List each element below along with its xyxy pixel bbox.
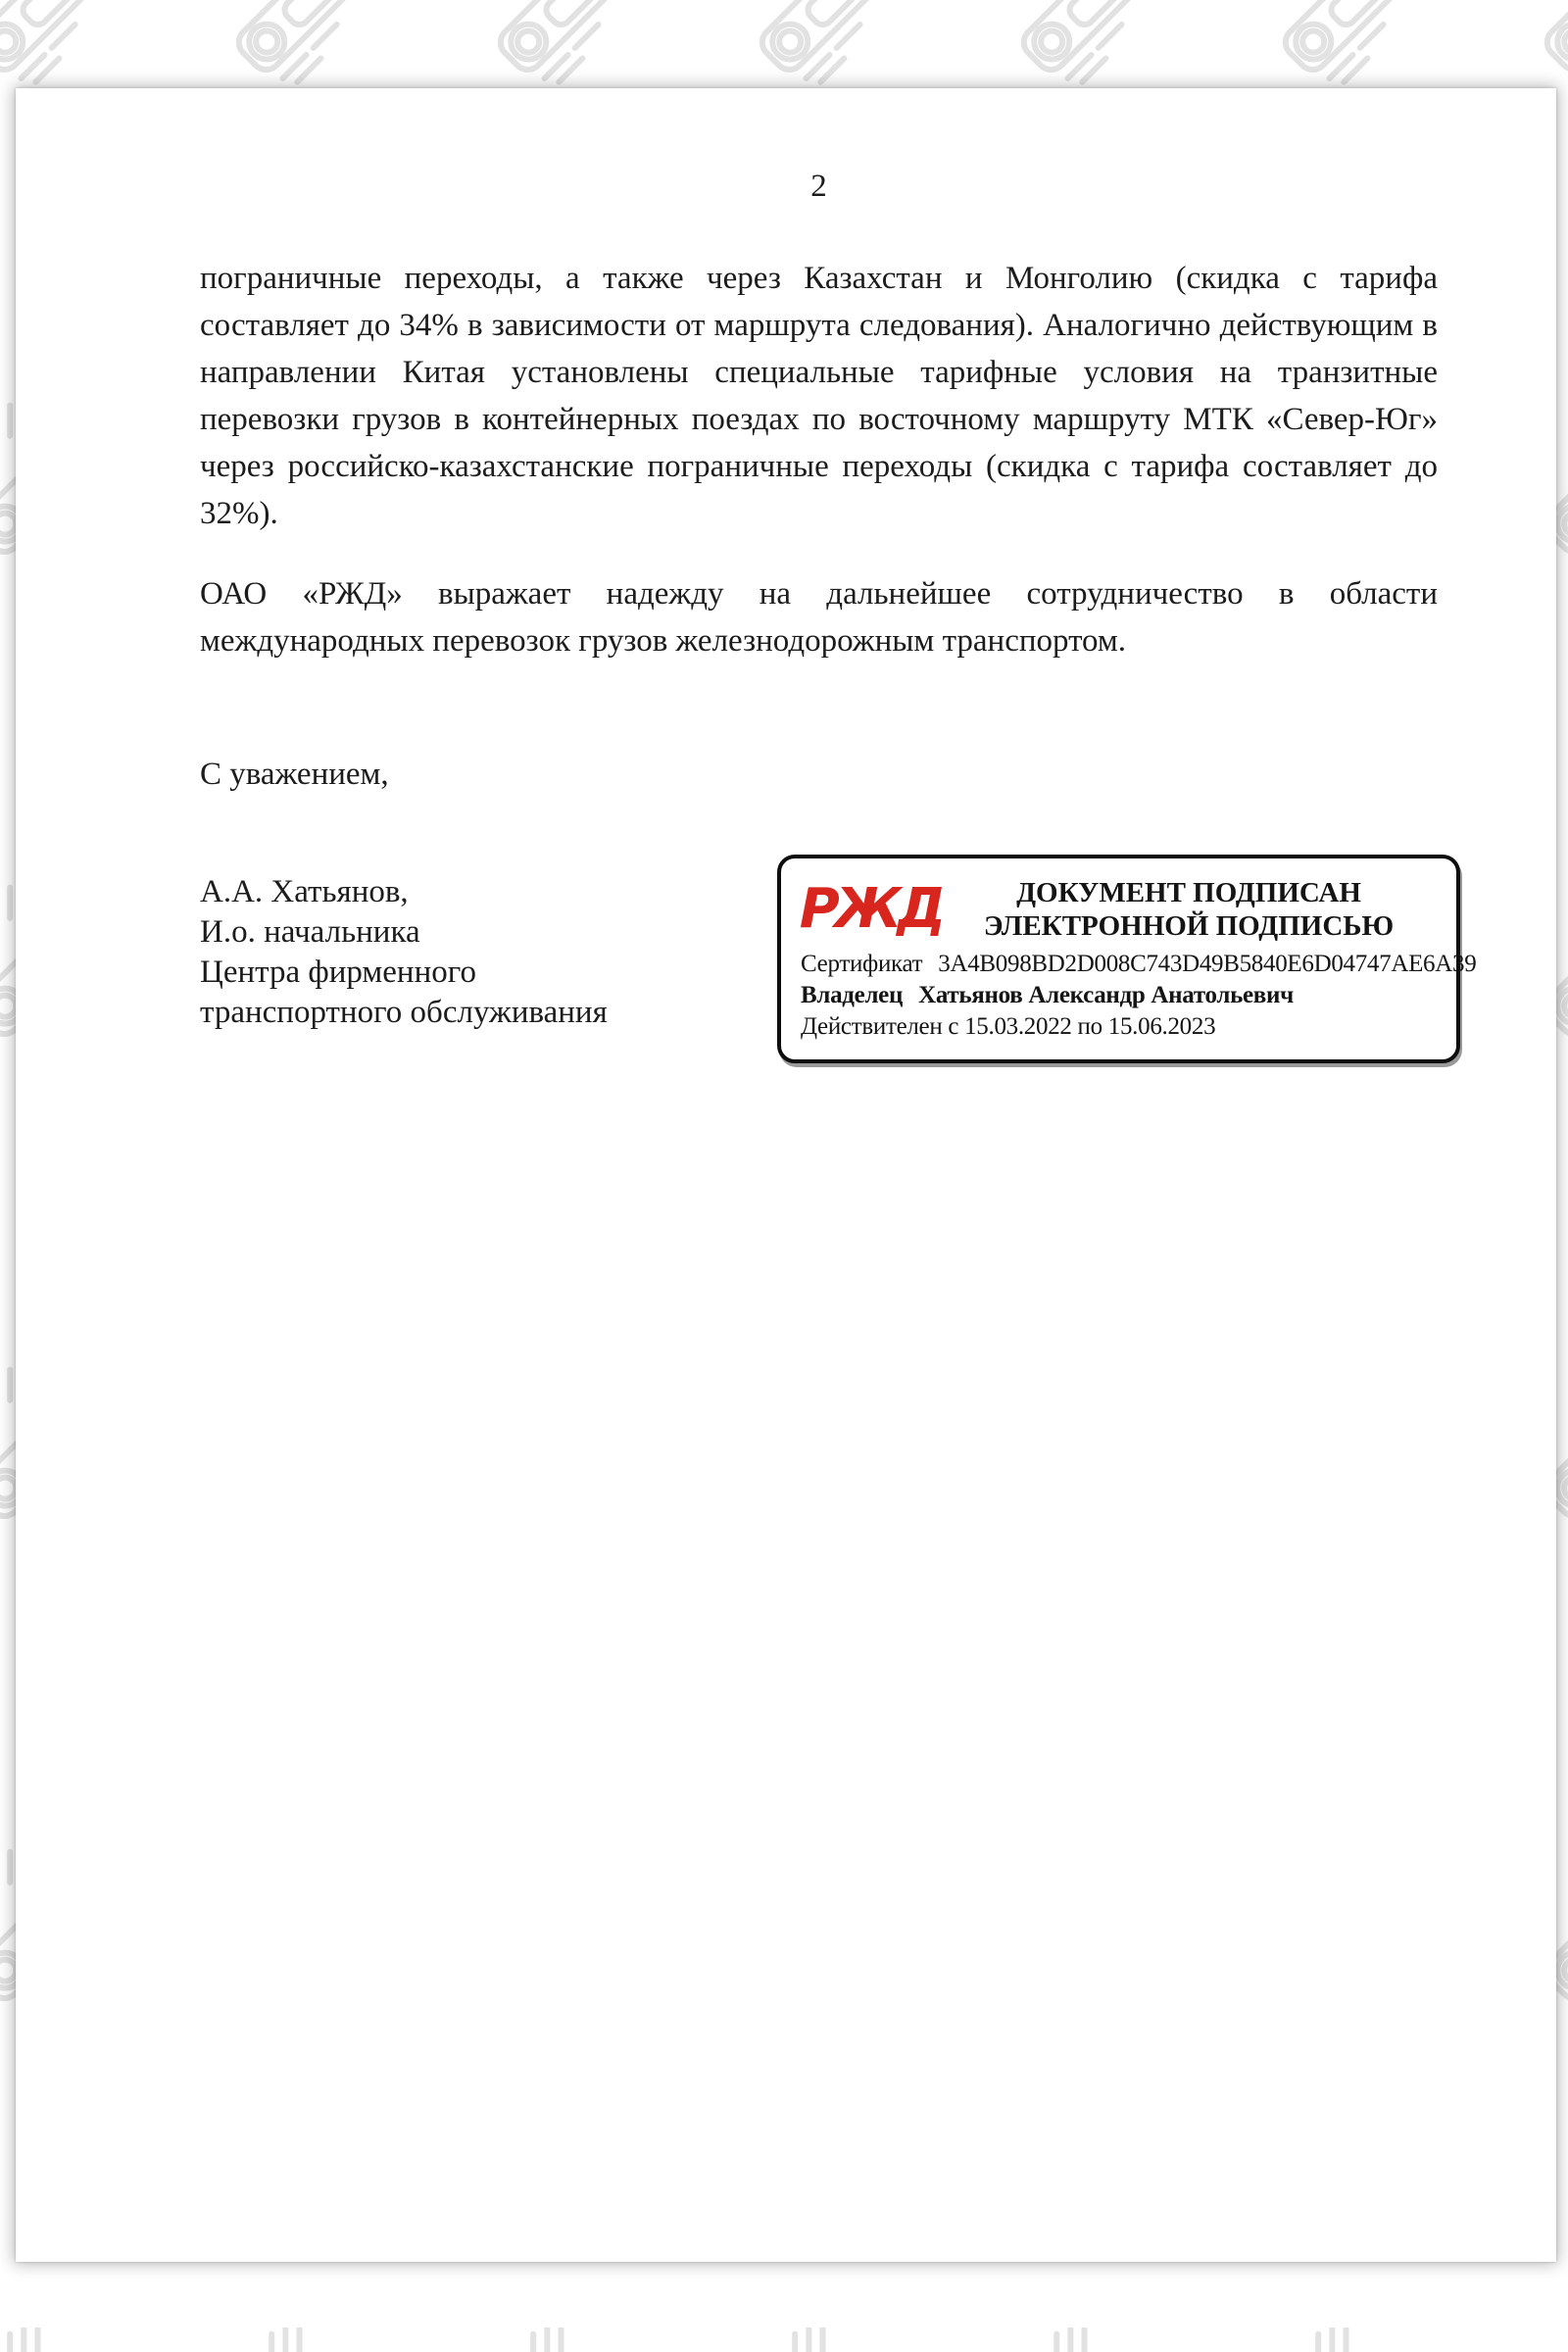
closing-salutation: С уважением, (200, 757, 389, 792)
train-pattern-icon (1501, 2328, 1568, 2352)
train-pattern-icon (193, 2328, 389, 2352)
signatory-title-line-3: транспортного обслуживания (200, 995, 608, 1030)
certificate-row (801, 949, 1477, 980)
stamp-title-line-1: ДОКУМЕНТ ПОДПИСАН (1016, 877, 1361, 908)
rzd-logo-icon (797, 870, 944, 945)
validity-row: Действителен с 15.03.2022 по 15.06.2023 (801, 1013, 1216, 1040)
certificate-value: 3A4B098BD2D008C743D49B5840E6D04747AE6A39 (938, 951, 1477, 977)
rzd-logo-text: РЖД (799, 877, 942, 941)
stamp-title-line-2: ЭЛЕКТРОННОЙ ПОДПИСЬЮ (983, 910, 1395, 942)
stamp-details (801, 949, 1477, 1043)
signature-block (200, 872, 710, 1033)
signatory-title-line-1: И.о. начальника (200, 914, 420, 950)
page (16, 88, 1556, 2262)
signature-stamp (777, 855, 1477, 1063)
train-pattern-icon (978, 2328, 1174, 2352)
stamp-title (944, 876, 1434, 943)
page-number: 2 (810, 169, 827, 204)
body-paragraph-2: ОАО «РЖД» выражает надежду на дальнейшее сотрудничество в области международных перевозок грузов железнодорожным транспортом. (200, 576, 1438, 659)
owner-row (801, 980, 1449, 1011)
signatory-name: А.А. Хатьянов, (200, 874, 409, 909)
certificate-label: Сертификат (801, 951, 923, 977)
train-pattern-icon (1240, 2328, 1436, 2352)
owner-value: Хатьянов Александр Анатольевич (918, 982, 1294, 1008)
body-paragraph-1: пограничные переходы, а также через Казахстан и Монголию (скидка с тарифа составляет до 34% в зависимости от маршрута следования). Аналогично действующим в направлении Китая установлены специальные тарифные условия на транзитные перевозки грузов в контейнерных поездах по восточному маршруту МТК «Север-Юг» через российско-казахстанские пограничные переходы (скидка с тарифа составляет до 32%). (200, 261, 1438, 531)
owner-label: Владелец (801, 982, 904, 1008)
train-pattern-icon (455, 2328, 651, 2352)
train-pattern-icon (0, 2328, 127, 2352)
train-pattern-icon (716, 2328, 912, 2352)
signatory-title-line-2: Центра фирменного (200, 955, 476, 990)
